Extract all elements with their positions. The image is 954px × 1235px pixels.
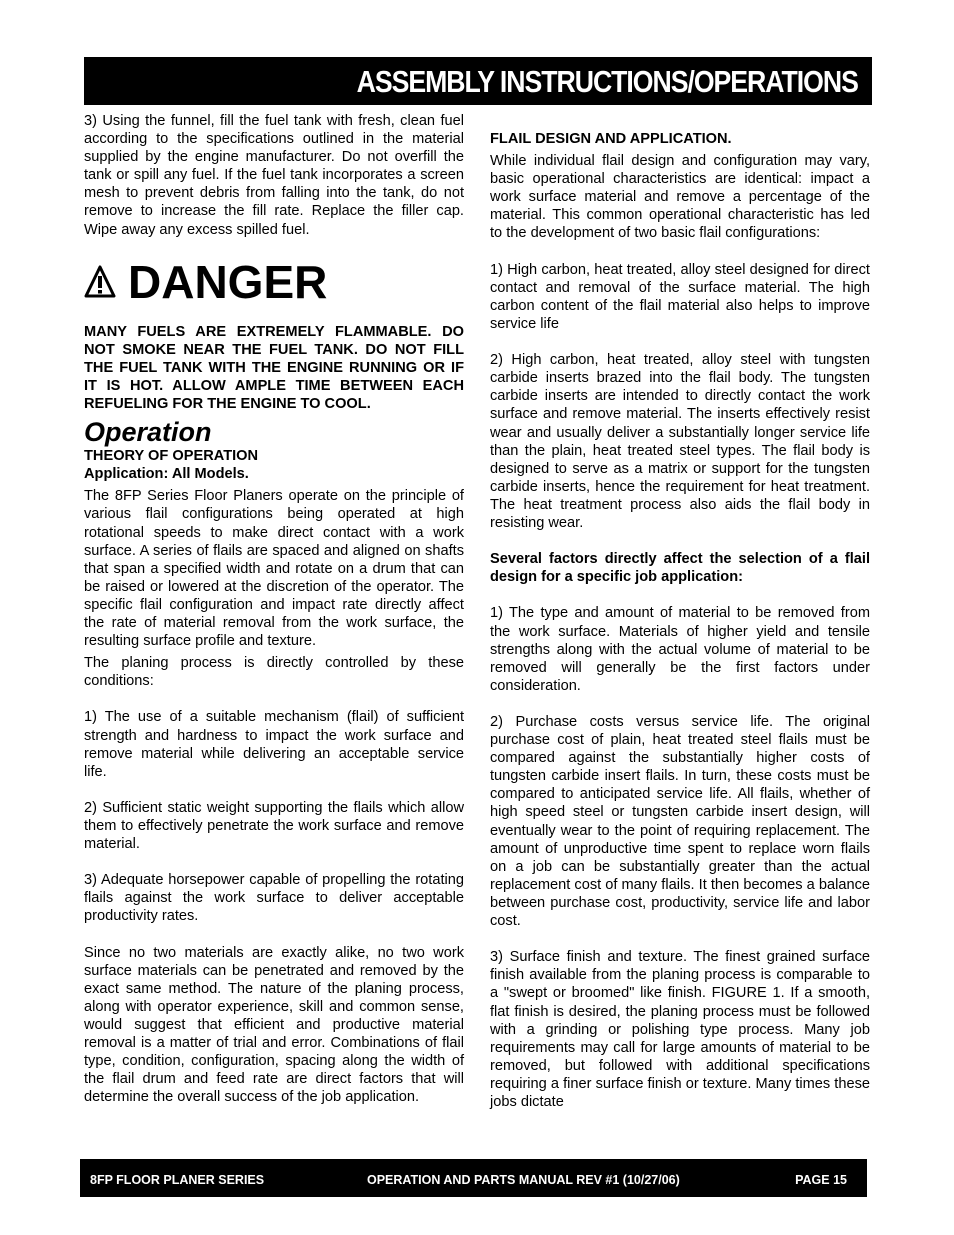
left-column bbox=[84, 112, 464, 1107]
footer-page-number: PAGE 15 bbox=[795, 1173, 847, 1187]
application-heading: Application: All Models. bbox=[84, 466, 249, 483]
danger-warning-text: MANY FUELS ARE EXTREMELY FLAMMABLE. DO NOT SMOKE NEAR THE FUEL TANK. DO NOT FILL THE FUEL TANK WITH THE ENGINE RUNNING OR IF IT IS HOT. ALLOW AMPLE TIME BETWEEN EACH REFUELING FOR THE ENGINE TO COOL. bbox=[84, 323, 464, 413]
intro-paragraph: The 8FP Series Floor Planers operate on the principle of various flail configurations being operated at high rotational speeds to make direct contact with a work surface. A series of flails are spaced and aligned on shafts that span a specified width and rotate on a drum that can be raised or lowered at the discretion of the operator. The specific flail configuration and impact rate directly affect the rate of material removal from the work surface, the resulting surface profile and texture. bbox=[84, 488, 464, 650]
header-bar bbox=[84, 57, 872, 105]
several-factors-paragraph: Several factors directly affect the selection of a flail design for a specific job application: bbox=[490, 551, 870, 586]
config-1-paragraph: 1) High carbon, heat treated, alloy steel designed for direct contact and removal of the surface material. The high carbon content of the flail material also helps to improve service life bbox=[490, 261, 870, 332]
fuel-paragraph: 3) Using the funnel, fill the fuel tank with fresh, clean fuel according to the specifications outlined in the material supplied by the engine manufacturer. Do not overfill the tank or spill any fuel. If the fuel tank incorporates a screen mesh to prevent debris from falling into the tank, do not remove to increase the fill rate. Replace the filler cap. Wipe away any excess spilled fuel. bbox=[84, 113, 464, 238]
footer-series: 8FP FLOOR PLANER SERIES bbox=[90, 1173, 265, 1187]
condition-2-paragraph: 2) Sufficient static weight supporting the flails which allow them to effectively penetrate the work surface and remove material. bbox=[84, 799, 464, 853]
footer-manual: OPERATION AND PARTS MANUAL REV #1 (10/27/06) bbox=[367, 1173, 680, 1187]
danger-banner bbox=[84, 255, 464, 309]
controlled-paragraph: The planing process is directly controlled by these conditions: bbox=[84, 655, 464, 690]
flail-design-heading: FLAIL DESIGN AND APPLICATION. bbox=[490, 131, 732, 147]
factor-2-paragraph: 2) Purchase costs versus service life. The original purchase cost of plain, heat treated steel flails must be compared against the substantially higher costs of tungsten carbide insert flails. In turn, these costs must be compared to anticipated service life. All flails, whether of high speed steel or tungsten carbide insert design, will eventually wear to the point of requiring replacement. The amount of unproductive time spent to replace worn flails on a job can be substantially greater than the actual replacement cost of many flails. It then becomes a balance between purchase cost, productivity, service life and labor cost. bbox=[490, 714, 870, 930]
condition-3-paragraph: 3) Adequate horsepower capable of propelling the rotating flails against the work surface to deliver acceptable productivity rates. bbox=[84, 872, 464, 925]
danger-heading: DANGER bbox=[128, 255, 328, 308]
theory-heading: THEORY OF OPERATION bbox=[84, 448, 259, 465]
right-column bbox=[490, 130, 870, 1111]
factor-3-paragraph: 3) Surface finish and texture. The finest grained surface finish available from the planing process is comparable to a "swept or broomed" like finish. FIGURE 1. If a smooth, flat finish is desired, the planing process must be followed with a grinding or polishing type process. Many job requirements may call for large amounts of material to be removed, but followed with additional specifications requiring a finer surface finish or texture. Many times these jobs dictate bbox=[490, 949, 870, 1110]
factor-1-paragraph: 1) The type and amount of material to be removed from the work surface. Materials of higher yield and tensile strengths along with the actual volume of material to be removed will generally be the first factors under consideration. bbox=[490, 605, 870, 694]
footer-bar bbox=[80, 1159, 867, 1197]
warning-triangle-icon bbox=[84, 265, 116, 299]
since-paragraph: Since no two materials are exactly alike, no two work surface materials can be penetrated and removed by the exact same method. The nature of the planing process, along with operator experience, skill and common sense, would suggest that efficient and productive material removal is a matter of trial and error. Combinations of flail type, condition, configuration, spacing along the width of the flail drum and feed rate are direct factors that will determine the overall success of the job application. bbox=[84, 944, 464, 1106]
while-paragraph: While individual flail design and configuration may vary, basic operational characteristics are identical: impact a work surface material and remove a percentage of the material. This common operational characteristic has led to the development of two basic flail configurations: bbox=[490, 153, 870, 242]
page-title: ASSEMBLY INSTRUCTIONS/OPERATIONS bbox=[356, 64, 858, 99]
condition-1-paragraph: 1) The use of a suitable mechanism (flail) of sufficient strength and hardness to impact the work surface and remove material while delivering an acceptable service life. bbox=[84, 709, 464, 780]
operation-heading: Operation bbox=[84, 417, 212, 448]
config-2-paragraph: 2) High carbon, heat treated, alloy steel with tungsten carbide inserts brazed into the flail body. The tungsten carbide inserts are intended to directly contact the work surface and remove material. The inserts effectively resist wear and usually deliver a substantially longer service life than the plain, heat treated steel types. The flail body is designed to serve as a matrix or support for the tungsten carbide inserts, hence the requirement for heat treatment. The heat treatment process also aids the flail body in resisting wear. bbox=[490, 352, 870, 531]
